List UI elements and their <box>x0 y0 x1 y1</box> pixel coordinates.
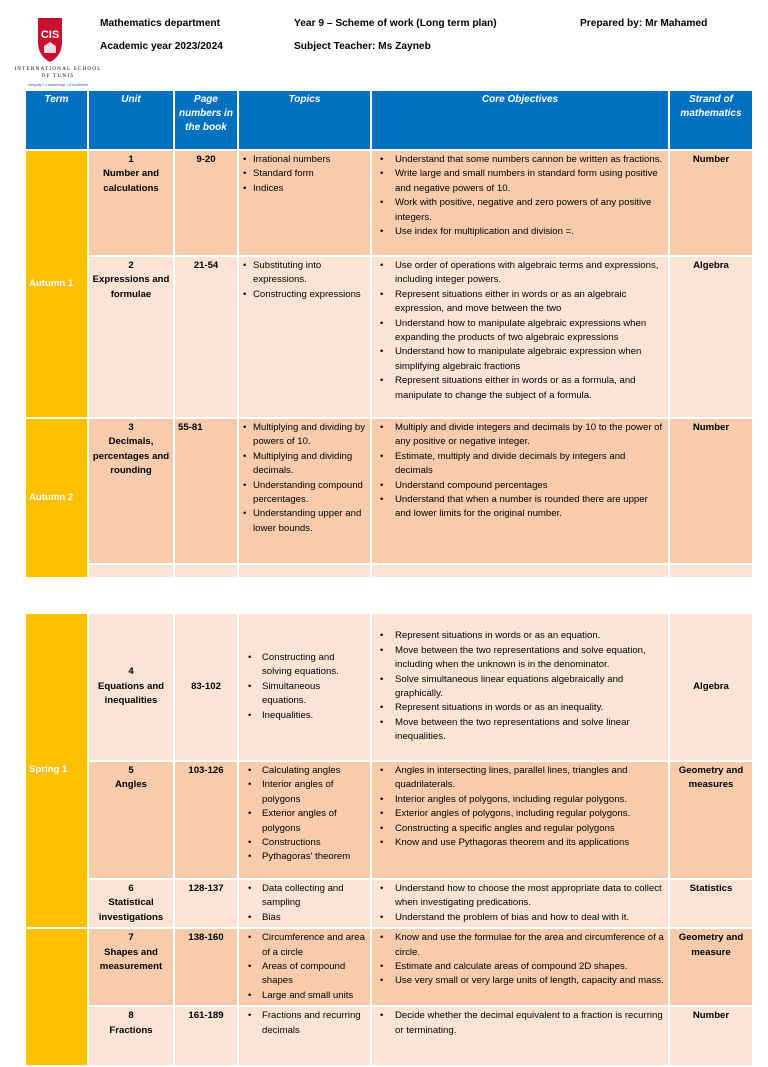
list-item: • Exterior angles of polygons, including regular polygons. <box>375 807 665 821</box>
objectives-cell <box>371 1006 669 1066</box>
unit-cell <box>88 150 174 256</box>
table-row <box>25 1006 753 1066</box>
unit-title: Equations and inequalities <box>97 680 165 707</box>
list-item: • Constructions <box>242 836 367 850</box>
list-item: • Multiplying and dividing by powers of 10. <box>242 421 367 450</box>
unit-number: 5 <box>128 765 134 776</box>
list-item: • Large and small units <box>242 989 367 1003</box>
list-item: • Circumference and area of a circle <box>242 931 367 960</box>
list-item: • Areas of compound shapes <box>242 960 367 989</box>
pages-cell: 128-137 <box>174 879 238 928</box>
list-item: • Data collecting and sampling <box>242 882 367 911</box>
scheme-table-spring <box>24 612 754 1067</box>
objectives-list <box>375 764 665 850</box>
objectives-list <box>375 931 665 989</box>
list-item: • Work with positive, negative and zero powers of any positive integers. <box>375 196 665 225</box>
list-item: • Understand how to choose the most appropriate data to collect when investigating predications. <box>375 882 665 911</box>
strand-cell: Number <box>669 150 753 256</box>
column-header: Term <box>25 90 88 150</box>
list-item: • Understand that some numbers cannon be written as fractions. <box>375 153 665 167</box>
list-item: • Understanding upper and lower bounds. <box>242 507 367 536</box>
pages-cell: 138-160 <box>174 928 238 1006</box>
table-row <box>25 613 753 761</box>
topics-cell <box>238 928 371 1006</box>
column-header: Unit <box>88 90 174 150</box>
topics-cell <box>238 1006 371 1066</box>
unit-number: 7 <box>128 932 134 944</box>
list-item: • Understand the problem of bias and how to deal with it. <box>375 911 665 925</box>
list-item: • Simultaneous equations. <box>242 680 367 709</box>
strand-cell: Algebra <box>669 613 753 761</box>
prepared-by-label: Prepared by: Mr Mahamed <box>580 18 708 29</box>
unit-cell <box>88 256 174 418</box>
column-header: Page numbers in the book <box>174 90 238 150</box>
unit-number: 8 <box>128 1010 134 1022</box>
topics-cell <box>238 613 371 761</box>
objectives-cell <box>371 761 669 879</box>
school-logo <box>14 16 102 90</box>
list-item: • Know and use Pythagoras theorem and its applications <box>375 836 665 850</box>
unit-title: Fractions <box>109 1024 153 1036</box>
list-item: • Estimate, multiply and divide decimals by integers and decimals <box>375 450 665 479</box>
unit-title: Angles <box>115 779 147 791</box>
column-header: Strand of mathematics <box>669 90 753 150</box>
objectives-list <box>375 153 665 239</box>
unit-title: Statistical investigations <box>98 897 164 923</box>
list-item: • Move between the two representations and solve equation, including when the unknown is in the denominator. <box>375 644 665 673</box>
pages-cell: 161-189 <box>174 1006 238 1066</box>
topics-list <box>242 153 367 196</box>
list-item: • Understanding compound percentages. <box>242 479 367 508</box>
list-item: • Constructing expressions <box>242 288 367 302</box>
list-item: • Represent situations either in words or as a formula, and manipulate to change the subject of a formula. <box>375 374 665 403</box>
strand-cell: Number <box>669 418 753 564</box>
pages-cell: 83-102 <box>174 613 238 761</box>
topics-cell <box>238 761 371 879</box>
list-item: • Use order of operations with algebraic terms and expressions, including integer powers. <box>375 259 665 288</box>
table-row <box>25 150 753 256</box>
list-item: • Angles in intersecting lines, parallel lines, triangles and quadrilaterals. <box>375 764 665 793</box>
unit-number: 3 <box>128 422 134 433</box>
list-item: • Decide whether the decimal equivalent to a fraction is recurring or terminating. <box>375 1009 665 1038</box>
logo-school-name: INTERNATIONAL SCHOOL OF TUNIS <box>14 66 102 79</box>
pages-cell: 9-20 <box>174 150 238 256</box>
list-item: • Interior angles of polygons <box>242 778 367 807</box>
topics-list <box>242 259 367 302</box>
list-item: • Know and use the formulae for the area and circumference of a circle. <box>375 931 665 960</box>
objectives-cell <box>371 613 669 761</box>
term-cell: Autumn 1 <box>25 150 88 418</box>
objectives-list <box>375 259 665 403</box>
list-item: • Indices <box>242 182 367 196</box>
unit-cell <box>88 928 174 1006</box>
list-item: • Multiplying and dividing decimals. <box>242 450 367 479</box>
objectives-list <box>375 629 665 744</box>
unit-number: 4 <box>128 666 134 678</box>
list-item: • Irrational numbers <box>242 153 367 167</box>
unit-number: 1 <box>128 154 134 165</box>
topics-list <box>242 764 367 865</box>
table-row <box>25 761 753 879</box>
unit-title: Decimals, percentages and rounding <box>92 436 170 477</box>
term-cell <box>25 928 88 1066</box>
list-item: • Pythagoras' theorem <box>242 850 367 864</box>
list-item: • Constructing a specific angles and regular polygons <box>375 822 665 836</box>
list-item: • Interior angles of polygons, including regular polygons. <box>375 793 665 807</box>
unit-title: Shapes and measurement <box>99 946 163 973</box>
strand-cell: Algebra <box>669 256 753 418</box>
list-item: • Use index for multiplication and division =. <box>375 225 665 239</box>
list-item: • Write large and small numbers in standard form using positive and negative powers of 10. <box>375 167 665 196</box>
pages-cell: 55-81 <box>174 418 238 564</box>
unit-number: 2 <box>128 260 134 271</box>
topics-cell <box>238 256 371 418</box>
term-cell: Spring 1 <box>25 613 88 928</box>
objectives-cell <box>371 879 669 928</box>
list-item: • Substituting into expressions. <box>242 259 367 288</box>
term-cell: Autumn 2 <box>25 418 88 578</box>
list-item: • Fractions and recurring decimals <box>242 1009 367 1038</box>
unit-cell <box>88 879 174 928</box>
logo-motto: Integrity • Leadership • Excellence <box>27 82 89 87</box>
unit-cell <box>88 613 174 761</box>
plan-title: Year 9 – Scheme of work (Long term plan) <box>294 18 497 29</box>
list-item: • Understand how to manipulate algebraic expression when simplifying algebraic fractions <box>375 345 665 374</box>
topics-list <box>242 882 367 925</box>
table-row-empty <box>25 564 753 578</box>
table-row <box>25 879 753 928</box>
academic-year-label: Academic year 2023/2024 <box>100 41 223 52</box>
list-item: • Calculating angles <box>242 764 367 778</box>
objectives-cell <box>371 928 669 1006</box>
list-item: • Understand how to manipulate algebraic expressions when expanding the products of two algebraic expressions <box>375 317 665 346</box>
strand-cell: Geometry and measures <box>669 761 753 879</box>
list-item: • Estimate and calculate areas of compound 2D shapes. <box>375 960 665 974</box>
list-item: • Inequalities. <box>242 709 367 723</box>
strand-cell: Geometry and measure <box>669 928 753 1006</box>
list-item: • Bias <box>242 911 367 925</box>
department-label: Mathematics department <box>100 18 221 29</box>
objectives-cell <box>371 150 669 256</box>
table-row <box>25 928 753 1006</box>
objectives-cell <box>371 418 669 564</box>
list-item: • Solve simultaneous linear equations algebraically and graphically. <box>375 673 665 702</box>
column-header: Core Objectives <box>371 90 669 150</box>
pages-cell: 103-126 <box>174 761 238 879</box>
topics-cell <box>238 879 371 928</box>
unit-cell <box>88 761 174 879</box>
unit-cell <box>88 418 174 564</box>
list-item: • Understand compound percentages <box>375 479 665 493</box>
topics-list <box>242 421 367 536</box>
logo-letters: CIS <box>40 29 60 41</box>
table-row <box>25 418 753 564</box>
topics-list <box>242 931 367 1003</box>
list-item: • Understand that when a number is rounded there are upper and lower limits for the original number. <box>375 493 665 522</box>
teacher-label: Subject Teacher: Ms Zayneb <box>294 41 431 52</box>
unit-cell <box>88 1006 174 1066</box>
list-item: • Represent situations either in words or as an algebraic expression, and move between the two <box>375 288 665 317</box>
unit-title: Expressions and formulae <box>92 274 170 300</box>
strand-cell: Statistics <box>669 879 753 928</box>
topics-cell <box>238 150 371 256</box>
list-item: • Represent situations in words or as an equation. <box>375 629 665 643</box>
objectives-cell <box>371 256 669 418</box>
unit-title: Number and calculations <box>103 168 159 194</box>
scheme-table-autumn <box>24 89 754 579</box>
list-item: • Use very small or very large units of length, capacity and mass. <box>375 974 665 988</box>
strand-cell: Number <box>669 1006 753 1066</box>
topics-list <box>242 651 367 723</box>
list-item: • Standard form <box>242 167 367 181</box>
objectives-list <box>375 421 665 522</box>
table-header-row <box>25 90 753 150</box>
list-item: • Constructing and solving equations. <box>242 651 367 680</box>
topics-cell <box>238 418 371 564</box>
unit-number: 6 <box>128 883 134 894</box>
column-header: Topics <box>238 90 371 150</box>
list-item: • Move between the two representations and solve linear inequalities. <box>375 716 665 745</box>
list-item: • Represent situations in words or as an inequality. <box>375 701 665 715</box>
table-row <box>25 256 753 418</box>
list-item: • Multiply and divide integers and decimals by 10 to the power of any positive or negative integer. <box>375 421 665 450</box>
pages-cell: 21-54 <box>174 256 238 418</box>
list-item: • Exterior angles of polygons <box>242 807 367 836</box>
objectives-list <box>375 882 665 925</box>
